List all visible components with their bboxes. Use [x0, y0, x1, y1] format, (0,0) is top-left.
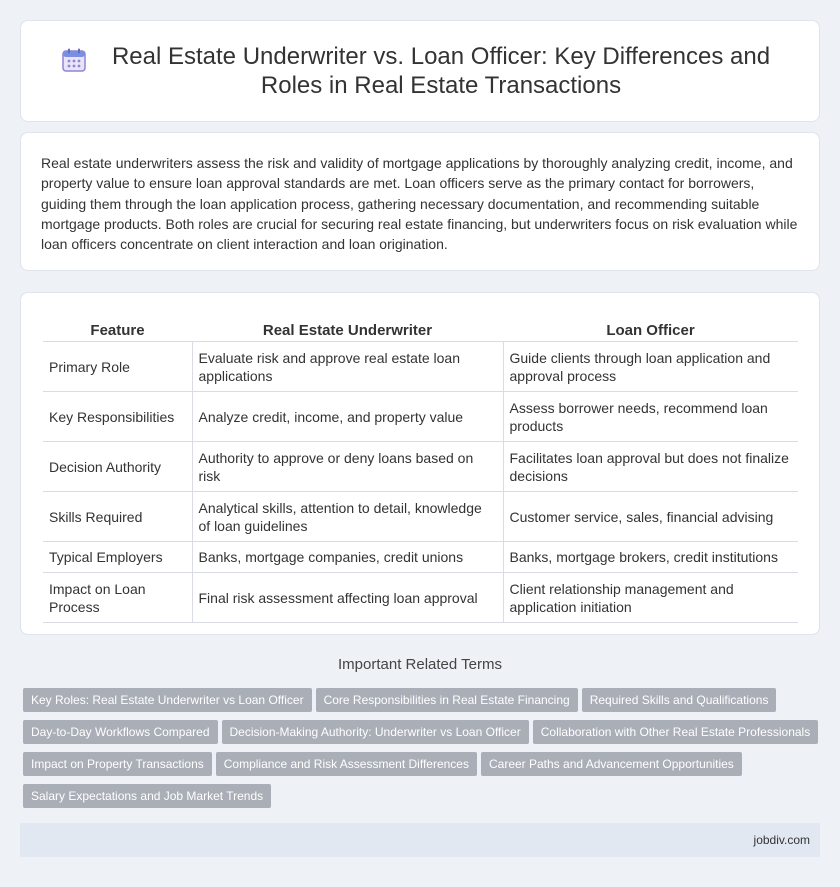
related-term-tag[interactable]: Required Skills and Qualifications — [582, 688, 777, 712]
table-row — [43, 342, 798, 392]
loan-officer-cell: Banks, mortgage brokers, credit institutions — [503, 542, 798, 573]
underwriter-cell: Banks, mortgage companies, credit unions — [192, 542, 503, 573]
loan-officer-cell: Assess borrower needs, recommend loan products — [503, 392, 798, 442]
related-term-tag[interactable]: Day-to-Day Workflows Compared — [23, 720, 218, 744]
header-feature: Feature — [43, 311, 192, 342]
header-loan-officer: Loan Officer — [503, 311, 798, 342]
header-underwriter: Real Estate Underwriter — [192, 311, 503, 342]
underwriter-cell: Analyze credit, income, and property value — [192, 392, 503, 442]
feature-cell: Decision Authority — [43, 442, 192, 492]
loan-officer-cell: Customer service, sales, financial advising — [503, 492, 798, 542]
underwriter-cell: Evaluate risk and approve real estate loan applications — [192, 342, 503, 392]
table-row — [43, 542, 798, 573]
related-term-tag[interactable]: Compliance and Risk Assessment Differences — [216, 752, 477, 776]
title-card — [20, 20, 820, 122]
loan-officer-cell: Guide clients through loan application and approval process — [503, 342, 798, 392]
feature-cell: Impact on Loan Process — [43, 573, 192, 623]
loan-officer-cell: Client relationship management and application initiation — [503, 573, 798, 623]
comparison-table-card — [20, 292, 820, 635]
underwriter-cell: Authority to approve or deny loans based on risk — [192, 442, 503, 492]
underwriter-cell: Final risk assessment affecting loan approval — [192, 573, 503, 623]
feature-cell: Skills Required — [43, 492, 192, 542]
calendar-icon — [60, 46, 88, 74]
related-term-tag[interactable]: Decision-Making Authority: Underwriter vs Loan Officer — [222, 720, 529, 744]
footer-site-link[interactable]: jobdiv.com — [753, 833, 810, 847]
comparison-table — [43, 311, 798, 623]
related-term-tag[interactable]: Salary Expectations and Job Market Trends — [23, 784, 271, 808]
feature-cell: Key Responsibilities — [43, 392, 192, 442]
related-terms-title: Important Related Terms — [338, 656, 502, 673]
summary-text: Real estate underwriters assess the risk and validity of mortgage applications by thoroughly analyzing credit, income, and property value to ensure loan approval standards are met. Loan officers serve as the primary contact for borrowers, guiding them through the loan application process, gathering necessary documentation, and recommending suitable mortgage products. Both roles are crucial for securing real estate financing, but underwriters focus on risk evaluation while loan officers concentrate on client interaction and loan origination. — [41, 155, 798, 253]
footer-bar — [20, 823, 820, 857]
underwriter-cell: Analytical skills, attention to detail, knowledge of loan guidelines — [192, 492, 503, 542]
related-term-tag[interactable]: Collaboration with Other Real Estate Professionals — [533, 720, 818, 744]
table-row — [43, 442, 798, 492]
related-terms-list — [23, 688, 823, 816]
title-wrap — [60, 42, 780, 100]
page-title: Real Estate Underwriter vs. Loan Officer: Key Differences and Roles in Real Estate Transactions — [111, 43, 771, 99]
related-term-tag[interactable]: Impact on Property Transactions — [23, 752, 212, 776]
table-row — [43, 392, 798, 442]
related-term-tag[interactable]: Career Paths and Advancement Opportunities — [481, 752, 742, 776]
loan-officer-cell: Facilitates loan approval but does not finalize decisions — [503, 442, 798, 492]
related-term-tag[interactable]: Key Roles: Real Estate Underwriter vs Loan Officer — [23, 688, 312, 712]
feature-cell: Primary Role — [43, 342, 192, 392]
summary-card — [20, 132, 820, 271]
related-term-tag[interactable]: Core Responsibilities in Real Estate Financing — [316, 688, 578, 712]
table-row — [43, 573, 798, 623]
feature-cell: Typical Employers — [43, 542, 192, 573]
table-header-row — [43, 311, 798, 342]
table-row — [43, 492, 798, 542]
